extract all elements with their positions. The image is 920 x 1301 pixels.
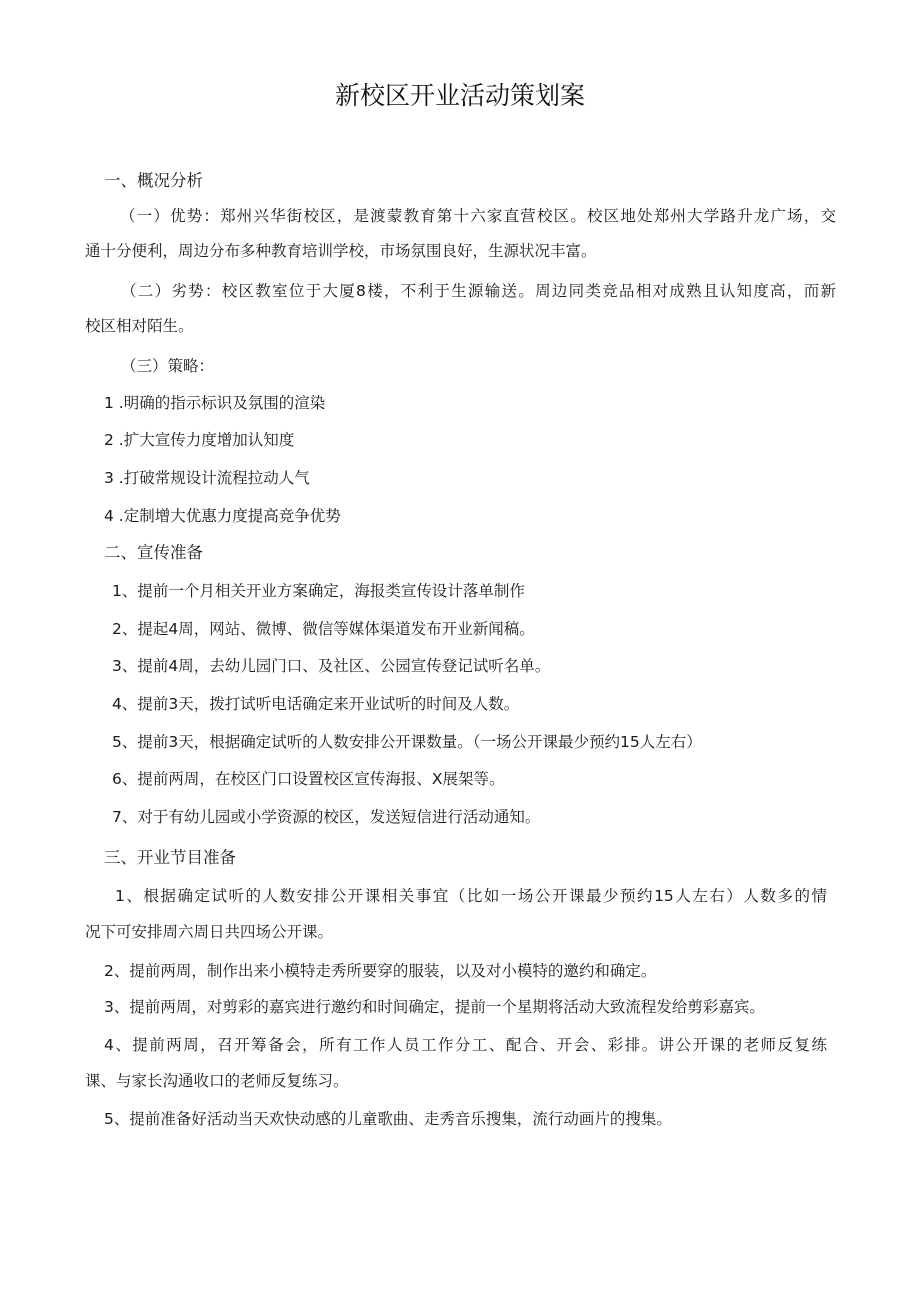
- program-item: 2、提前两周，制作出来小模特走秀所要穿的服装，以及对小模特的邀约和确定。: [104, 962, 657, 980]
- document-title: 新校区开业活动策划案: [334, 81, 585, 110]
- program-item-line-1: 4、提前两周，召开筹备会，所有工作人员工作分工、配合、开会、彩排。讲公开课的老师反复练: [104, 1036, 827, 1054]
- program-item-line-1: 1、根据确定试听的人数安排公开课相关事宜（比如一场公开课最少预约15人左右）人数多的情: [115, 887, 827, 905]
- publicity-item: 2、提起4周，网站、微博、微信等媒体渠道发布开业新闻稿。: [112, 620, 535, 638]
- publicity-item: 7、对于有幼儿园或小学资源的校区，发送短信进行活动通知。: [112, 808, 541, 826]
- strategy-item: 3 .打破常规设计流程拉动人气: [104, 469, 310, 487]
- paragraph-weaknesses-line-2: 校区相对陌生。: [85, 317, 194, 335]
- strategy-item: 1 .明确的指示标识及氛围的渲染: [104, 394, 326, 412]
- paragraph-weaknesses-line-1: （二）劣势：校区教室位于大厦8楼，不利于生源输送。周边同类竞品相对成熟且认知度高，而新: [121, 282, 836, 300]
- paragraph-strengths-line-1: （一）优势：郑州兴华街校区，是渡蒙教育第十六家直营校区。校区地处郑州大学路升龙广场，交: [120, 207, 836, 225]
- publicity-item: 6、提前两周，在校区门口设置校区宣传海报、X展架等。: [112, 770, 505, 788]
- program-item: 3、提前两周，对剪彩的嘉宾进行邀约和时间确定，提前一个星期将活动大致流程发给剪彩嘉宾。: [104, 998, 765, 1016]
- paragraph-strategy-heading: （三）策略：: [121, 357, 215, 375]
- section-heading-publicity: 二、宣传准备: [104, 543, 203, 562]
- program-item-line-2: 课、与家长沟通收口的老师反复练习。: [85, 1072, 349, 1090]
- publicity-item: 3、提前4周，去幼儿园门口、及社区、公园宣传登记试听名单。: [112, 657, 551, 675]
- publicity-item: 4、提前3天，拨打试听电话确定来开业试听的时间及人数。: [112, 695, 520, 713]
- strategy-item: 4 .定制增大优惠力度提高竞争优势: [104, 507, 341, 525]
- program-item: 5、提前准备好活动当天欢快动感的儿童歌曲、走秀音乐搜集，流行动画片的搜集。: [104, 1110, 672, 1128]
- publicity-item: 5、提前3天，根据确定试听的人数安排公开课数量。（一场公开课最少预约15人左右）: [112, 733, 702, 751]
- section-heading-overview: 一、概况分析: [104, 171, 203, 190]
- paragraph-strengths-line-2: 通十分便利，周边分布多种教育培训学校，市场氛围良好，生源状况丰富。: [85, 242, 597, 260]
- publicity-item: 1、提前一个月相关开业方案确定，海报类宣传设计落单制作: [112, 582, 525, 600]
- strategy-item: 2 .扩大宣传力度增加认知度: [104, 431, 295, 449]
- section-heading-program: 三、开业节目准备: [104, 848, 236, 867]
- program-item-line-2: 况下可安排周六周日共四场公开课。: [85, 923, 334, 941]
